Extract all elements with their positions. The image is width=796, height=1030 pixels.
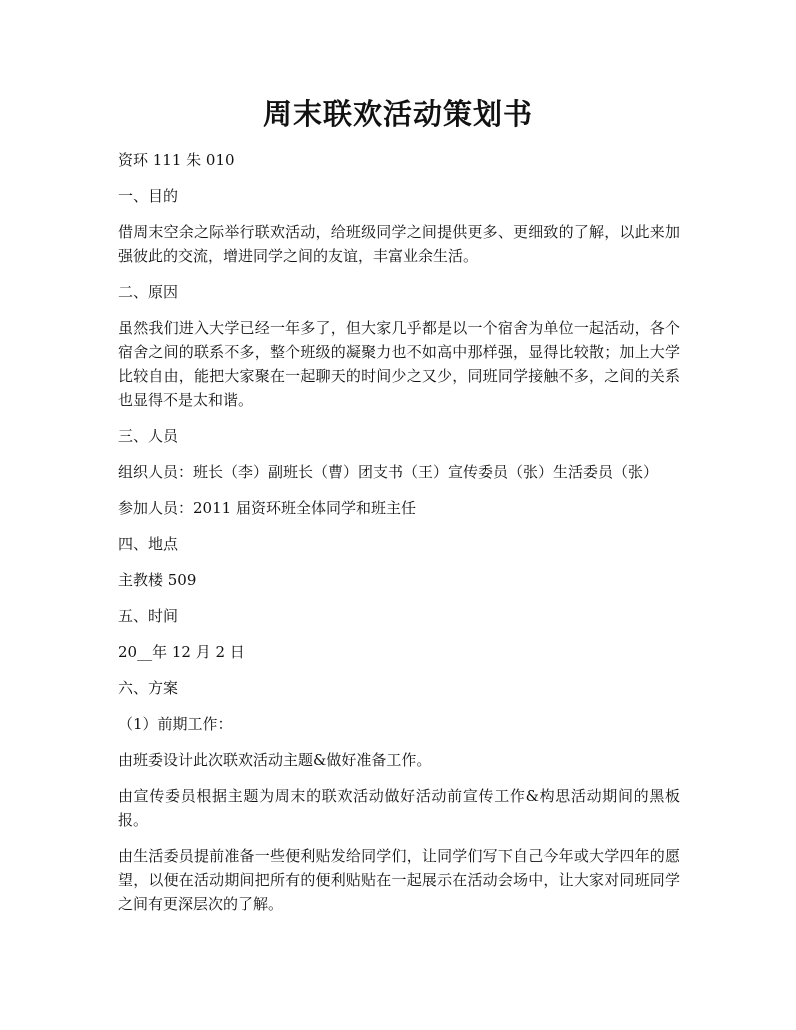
section-heading-people: 三、人员: [118, 427, 179, 445]
reason-text: 虽然我们进入大学已经一年多了，但大家几乎都是以一个宿舍为单位一起活动，各个宿舍之间的联系不多，整个班级的凝聚力也不如高中那样强，显得比较散；加上大学比较自由，能把大家聚在一起聊天的时间少之又少，同班同学接触不多，之间的关系也显得不是太和谐。: [118, 319, 680, 409]
document-body: [118, 148, 680, 928]
section-heading-plan: 六、方案: [118, 679, 179, 697]
author-line: 资环 111 朱 010: [118, 151, 235, 169]
section-heading-reason: 二、原因: [118, 283, 179, 301]
participants-text: 参加人员：2011 届资环班全体同学和班主任: [118, 499, 416, 517]
plan-item-theme: 由班委设计此次联欢活动主题&做好准备工作。: [118, 751, 432, 769]
time-text: 20__年 12 月 2 日: [118, 643, 245, 661]
section-heading-location: 四、地点: [118, 535, 179, 553]
organizers-text: 组织人员：班长（李）副班长（曹）团支书（王）宣传委员（张）生活委员（张）: [118, 463, 659, 481]
plan-item-publicity: 由宣传委员根据主题为周末的联欢活动做好活动前宣传工作&构思活动期间的黑板报。: [118, 787, 680, 829]
section-heading-time: 五、时间: [118, 607, 179, 625]
purpose-text: 借周末空余之际举行联欢活动，给班级同学之间提供更多、更细致的了解，以此来加强彼此的交流，增进同学之间的友谊，丰富业余生活。: [118, 223, 680, 265]
document-title: 周末联欢活动策划书: [262, 97, 533, 131]
location-text: 主教楼 509: [118, 571, 197, 589]
section-heading-purpose: 一、目的: [118, 187, 179, 205]
plan-subheading-preparation: （1）前期工作：: [118, 715, 233, 733]
plan-item-sticky-notes: 由生活委员提前准备一些便利贴发给同学们，让同学们写下自己今年或大学四年的愿望，以便在活动期间把所有的便利贴贴在一起展示在活动会场中，让大家对同班同学之间有更深层次的了解。: [118, 847, 680, 913]
